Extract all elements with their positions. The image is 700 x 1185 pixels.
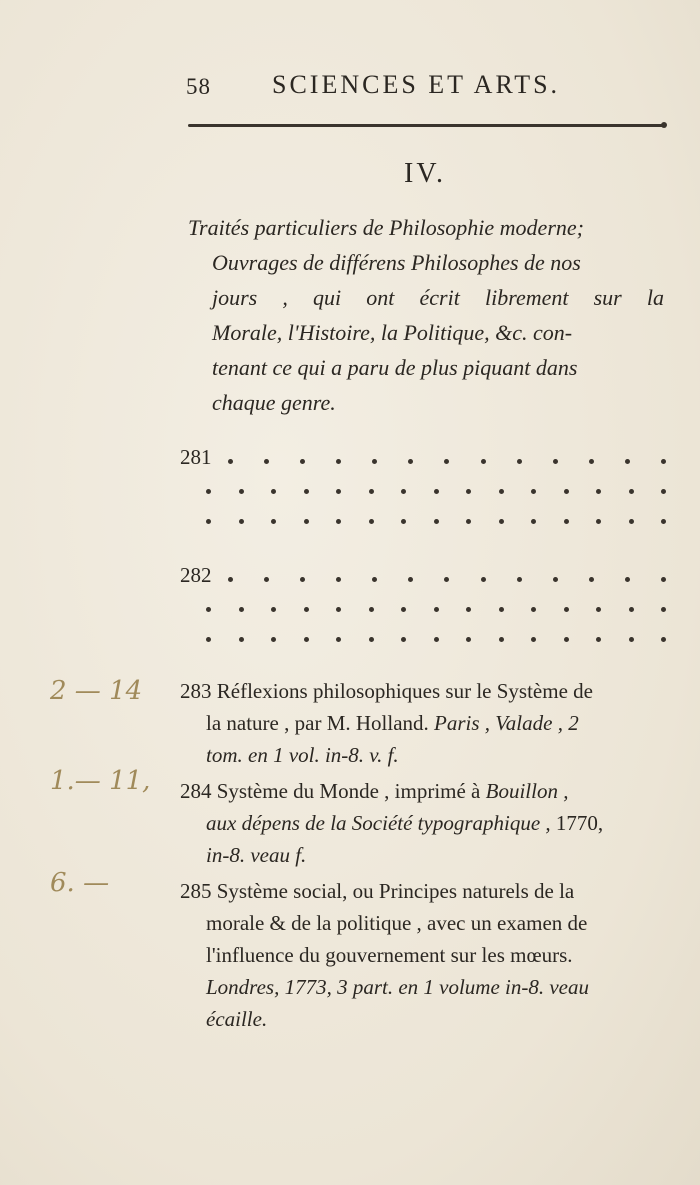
leader-dot [271,519,276,524]
placeholder-entry-281 [180,445,666,535]
leader-dot [531,607,536,612]
entry-text: morale & de la politique , avec un examen de [206,911,588,935]
leader-dot [661,459,666,464]
leader-dot [336,577,341,582]
leader-dot [481,577,486,582]
leader-dot [264,459,269,464]
leader-dot [596,519,601,524]
leader-dot [434,607,439,612]
leader-dot [239,519,244,524]
leader-dot [553,459,558,464]
section-title-line: Ouvrages de différens Philosophes de nos [212,250,581,275]
leader-dot [499,489,504,494]
leader-dot [304,607,309,612]
dot-leader-line [180,445,666,475]
leader-dot [408,577,413,582]
leader-dot [264,577,269,582]
leader-dot [481,459,486,464]
dot-leader-line [180,505,666,535]
entry-number: 282 [180,563,212,587]
leader-dot [661,607,666,612]
section-title-line: jours , qui ont écrit librement sur la [212,285,664,310]
dot-leader [206,477,666,494]
entry-text: 285 Système social, ou Principes naturels de la [180,879,575,903]
leader-dot [517,577,522,582]
leader-dot [304,637,309,642]
leader-dot [239,637,244,642]
leader-dot [466,519,471,524]
leader-dot [564,607,569,612]
dot-leader [206,625,666,642]
leader-dot [336,489,341,494]
leader-dot [564,637,569,642]
leader-dot [434,519,439,524]
leader-dot [564,519,569,524]
dot-leader [228,565,666,582]
leader-dot [531,519,536,524]
leader-dot [444,577,449,582]
entry-imprint: Paris , Valade , 2 [434,711,579,735]
leader-dot [401,637,406,642]
entry-format: in-8. veau f. [206,843,307,867]
entry-line [180,775,666,807]
leader-dot [499,607,504,612]
entry-format: tom. en 1 vol. in-8. v. f. [206,743,399,767]
leader-dot [625,577,630,582]
leader-dot [372,577,377,582]
dot-leader-line [180,593,666,623]
entry-line [180,675,666,707]
section-title-line: chaque genre. [212,390,336,415]
leader-dot [564,489,569,494]
leader-dot [206,489,211,494]
entry-text: l'influence du gouvernement sur les mœurs. [206,943,573,967]
handwritten-margin-note: 2 — 14 [50,676,143,706]
dot-leader [206,595,666,612]
leader-dot [304,489,309,494]
catalogue-entry-283 [180,675,666,771]
leader-dot [271,637,276,642]
leader-dot [239,489,244,494]
leader-dot [517,459,522,464]
leader-dot [369,519,374,524]
leader-dot [408,459,413,464]
leader-dot [206,519,211,524]
catalogue-entries [180,675,666,1039]
entry-text: 284 Système du Monde , imprimé à [180,779,486,803]
entry-line [180,707,666,739]
leader-dot [239,607,244,612]
leader-dot [434,489,439,494]
leader-dot [661,489,666,494]
leader-dot [401,519,406,524]
leader-dot [499,519,504,524]
entry-text: 283 Réflexions philosophiques sur le Système de [180,679,593,703]
catalogue-entry-285 [180,875,666,1035]
leader-dot [629,607,634,612]
leader-dot [661,637,666,642]
leader-dot [372,459,377,464]
running-head [186,70,666,110]
leader-dot [466,489,471,494]
entry-imprint: aux dépens de la Société typographique , [206,811,556,835]
leader-dot [336,607,341,612]
dot-leader-line [180,563,666,593]
entry-imprint: Bouillon , [485,779,569,803]
leader-dot [401,489,406,494]
handwritten-margin-note: 6. — [50,868,110,898]
entry-line [180,807,666,839]
leader-dot [336,459,341,464]
section-title-line: tenant ce qui a paru de plus piquant dans [212,355,578,380]
leader-dot [596,607,601,612]
leader-dot [434,637,439,642]
placeholder-entry-282 [180,563,666,653]
leader-dot [206,637,211,642]
leader-dot [531,489,536,494]
handwritten-margin-note: 1.— 11, [50,766,151,796]
entry-imprint: Londres, 1773, 3 part. en 1 volume in-8. veau [206,975,590,999]
leader-dot [401,607,406,612]
leader-dot [499,637,504,642]
leader-dot [369,489,374,494]
leader-dot [336,637,341,642]
section-number: IV. [404,158,446,189]
dot-leader [228,447,666,464]
leader-dot [300,459,305,464]
page-number: 58 [186,74,211,99]
leader-dot [228,577,233,582]
catalogue-entry-284 [180,775,666,871]
leader-dot [444,459,449,464]
leader-dot [271,489,276,494]
leader-dot [629,489,634,494]
leader-dot [625,459,630,464]
leader-dot [466,607,471,612]
leader-dot [336,519,341,524]
leader-dot [304,519,309,524]
dot-leader-line [180,623,666,653]
leader-dot [589,459,594,464]
entry-number: 281 [180,445,212,469]
leader-dot [553,577,558,582]
section-title-line: Traités particuliers de Philosophie moderne; [188,215,584,240]
section-title [188,210,664,420]
running-title: SCIENCES ET ARTS. [272,70,561,99]
entry-year: 1770, [555,811,604,835]
header-rule [188,124,664,127]
leader-dot [369,637,374,642]
leader-dot [228,459,233,464]
leader-dot [596,637,601,642]
entry-text: la nature , par M. Holland. [206,711,435,735]
leader-dot [531,637,536,642]
leader-dot [369,607,374,612]
leader-dot [661,519,666,524]
dot-leader-line [180,475,666,505]
leader-dot [629,519,634,524]
leader-dot [466,637,471,642]
leader-dot [206,607,211,612]
entry-format: écaille. [206,1007,268,1031]
leader-dot [596,489,601,494]
leader-dot [629,637,634,642]
leader-dot [589,577,594,582]
dot-leader [206,507,666,524]
leader-dot [271,607,276,612]
leader-dot [300,577,305,582]
leader-dot [661,577,666,582]
section-title-line: Morale, l'Histoire, la Politique, &c. con- [212,320,573,345]
